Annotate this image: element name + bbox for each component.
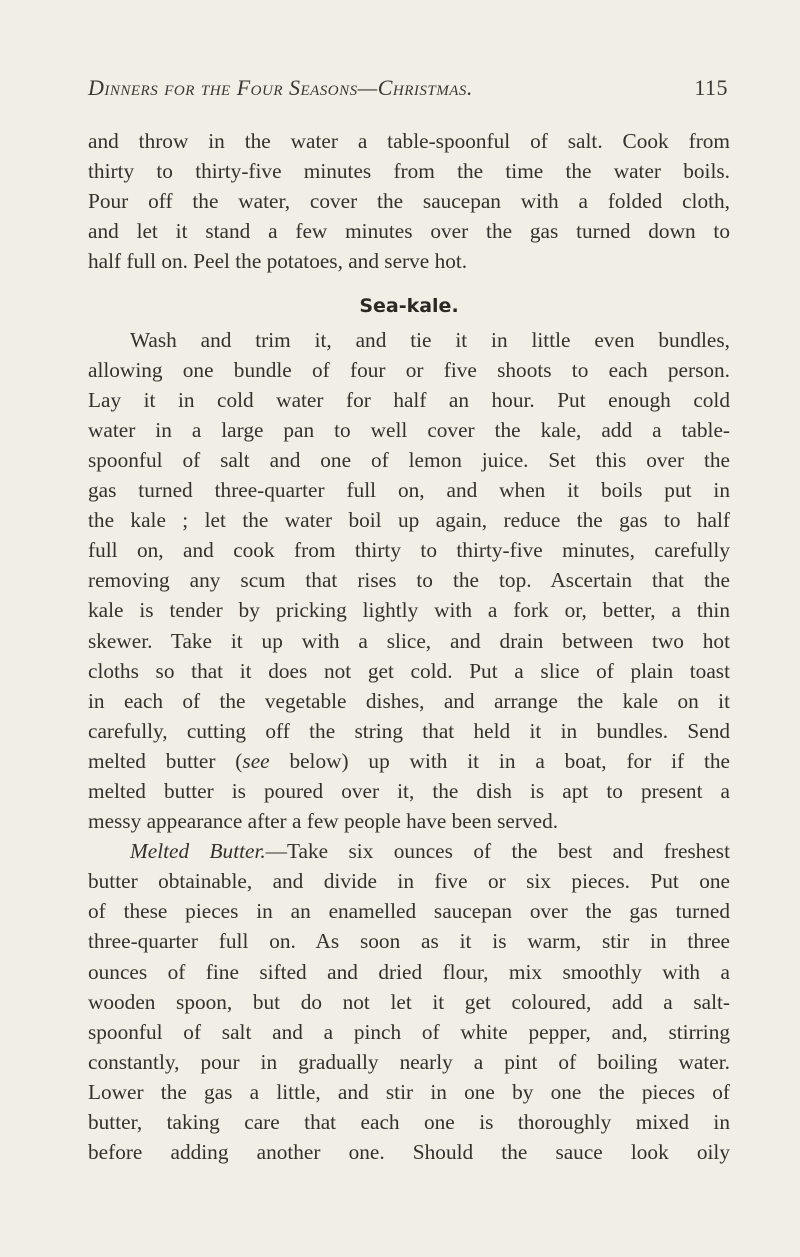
text-span: melted butter ( [88,748,243,773]
text-line: spoonful of salt and one of lemon juice. Set this over the [88,447,730,472]
italic-see: see [242,748,270,773]
text-line: gas turned three-quarter full on, and when it boils put in [88,478,730,503]
text-line: messy appearance after a few people have been served. [88,809,559,834]
running-head [88,75,728,107]
text-line: kale is tender by pricking lightly with a fork or, better, a thin [88,598,730,623]
text-line: butter obtainable, and divide in five or six pieces. Put one [88,869,730,894]
text-line: melted butter is poured over it, the dish is apt to present a [88,778,730,803]
text-line: before adding another one. Should the sauce look oily [88,1140,730,1165]
paragraph-potatoes-continued [88,126,730,276]
text-line: three-quarter full on. As soon as it is warm, stir in three [88,929,730,954]
text-line: constantly, pour in gradually nearly a pint of boiling water. [88,1049,730,1074]
text-line: in each of the vegetable dishes, and arrange the kale on it [88,688,730,713]
text-line-melted-butter-lead [88,836,730,866]
text-line: Pour off the water, cover the saucepan with a folded cloth, [88,189,730,214]
section-heading-sea-kale: Sea-kale. [359,295,459,318]
paragraph-sea-kale [88,325,730,837]
running-head-title: Dinners for the Four Seasons—Christmas. [88,75,473,100]
text-line: cloths so that it does not get cold. Put a slice of plain toast [88,658,730,683]
text-line: half full on. Peel the potatoes, and serve hot. [88,249,468,274]
text-line: of these pieces in an enamelled saucepan over the gas turned [88,899,730,924]
text-line: spoonful of salt and a pinch of white pepper, and, stirring [88,1019,730,1044]
text-line: Lay it in cold water for half an hour. Put enough cold [88,387,730,412]
text-line: full on, and cook from thirty to thirty-five minutes, carefully [88,538,730,563]
text-line: wooden spoon, but do not let it get coloured, add a salt- [88,989,730,1014]
text-line: skewer. Take it up with a slice, and drain between two hot [88,628,730,653]
text-line: Wash and trim it, and tie it in little even bundles, [130,327,730,352]
text-line: water in a large pan to well cover the kale, add a table- [88,417,730,442]
paragraph-melted-butter [88,836,730,1167]
page-number: 115 [694,75,728,100]
text-line: and let it stand a few minutes over the gas turned down to [88,219,730,244]
text-line: butter, taking care that each one is thoroughly mixed in [88,1110,730,1134]
text-line: ounces of fine sifted and dried flour, mix smoothly with a [88,959,730,984]
text-span: below) up with it in a boat, for if the [269,748,730,773]
text-line: thirty to thirty-five minutes from the time the water boils. [88,159,730,184]
text-line: and throw in the water a table-spoonful of salt. Cook from [88,129,730,153]
text-line: carefully, cutting off the string that held it in bundles. Send [88,718,730,743]
text-line: allowing one bundle of four or five shoots to each person. [88,357,730,382]
text-line-see-reference [88,746,730,776]
text-line: the kale ; let the water boil up again, reduce the gas to half [88,508,730,533]
text-span: —Take six ounces of the best and freshest [265,839,730,864]
text-line: removing any scum that rises to the top. Ascertain that the [88,568,730,593]
subheading-melted-butter: Melted Butter. [130,839,266,864]
text-line: Lower the gas a little, and stir in one by one the pieces of [88,1079,730,1104]
body-text [88,126,730,1167]
